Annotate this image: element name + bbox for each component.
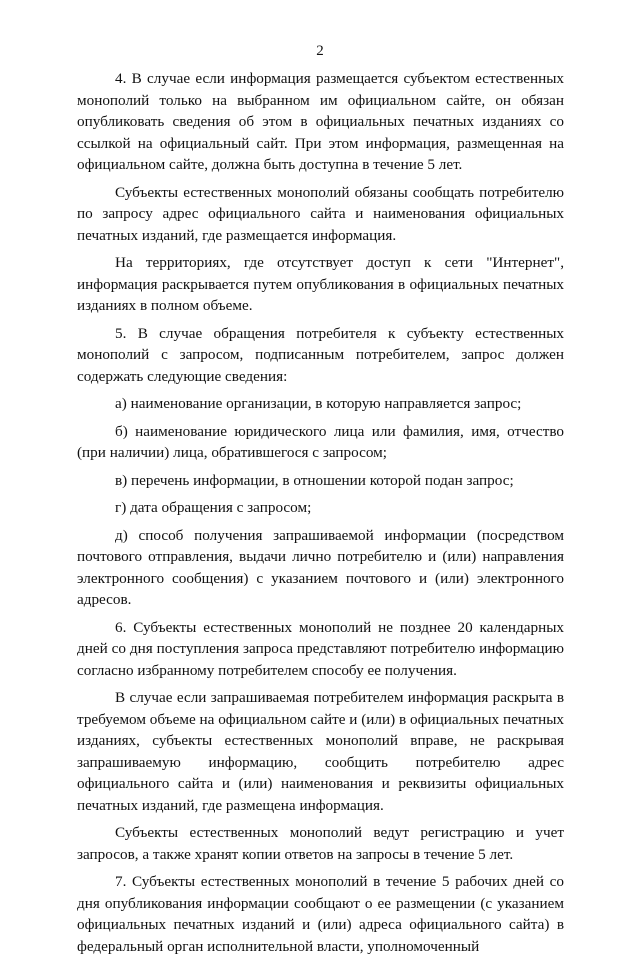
paragraph-4: 4. В случае если информация размещается субъектом естественных монополий только на выбранном им официальном сайте, он обязан опубликовать сведения об этом в официальных печатных изданиях со ссылкой на официальный сайт. При этом информация, размещенная на официальном сайте, должна быть доступна в течение 5 лет.: [77, 70, 564, 173]
paragraph-7: 7. Субъекты естественных монополий в течение 5 рабочих дней со дня опубликования информации сообщают о ее размещении (с указанием официальных печатных изданий и (или) адреса официального сайта) в федеральный орган исполнительной власти, уполномоченный: [77, 873, 564, 955]
list-item-d: д) способ получения запрашиваемой информации (посредством почтового отправления, выдачи лично потребителю и (или) направления электронного сообщения) с указанием почтового и (или) электронного адресов.: [77, 526, 564, 608]
document-body: [77, 68, 564, 957]
paragraph-5: 5. В случае обращения потребителя к субъекту естественных монополий с запросом, подписанным потребителем, запрос должен содержать следующие сведения:: [77, 324, 564, 385]
list-item-b: б) наименование юридического лица или фамилия, имя, отчество (при наличии) лица, обратившегося с запросом;: [77, 422, 564, 461]
paragraph-already-disclosed: В случае если запрашиваемая потребителем информация раскрыта в требуемом объеме на официальном сайте и (или) в официальных печатных изданиях, субъекты естественных монополий вправе, не раскрывая запрашиваемую информацию, сообщить потребителю адрес официального сайта и (или) наименования и реквизиты официальных печатных изданий, где размещена информация.: [77, 689, 564, 814]
page-number: 2: [316, 43, 324, 59]
list-item-v: в) перечень информации, в отношении которой подан запрос;: [115, 471, 514, 489]
paragraph-6: 6. Субъекты естественных монополий не позднее 20 календарных дней со дня поступления запроса представляют потребителю информацию согласно избранному потребителем способу ее получения.: [77, 618, 564, 679]
paragraph-request-address: Субъекты естественных монополий обязаны сообщать потребителю по запросу адрес официального сайта и наименования официальных печатных изданий, где размещается информация.: [77, 183, 564, 244]
list-item-a: а) наименование организации, в которую направляется запрос;: [115, 395, 522, 412]
paragraph-registration: Субъекты естественных монополий ведут регистрацию и учет запросов, а также хранят копии ответов на запросы в течение 5 лет.: [77, 824, 564, 863]
paragraph-no-internet: На территориях, где отсутствует доступ к сети "Интернет", информация раскрывается путем опубликования в официальных печатных изданиях в полном объеме.: [77, 254, 564, 314]
list-item-g: г) дата обращения с запросом;: [115, 499, 312, 516]
